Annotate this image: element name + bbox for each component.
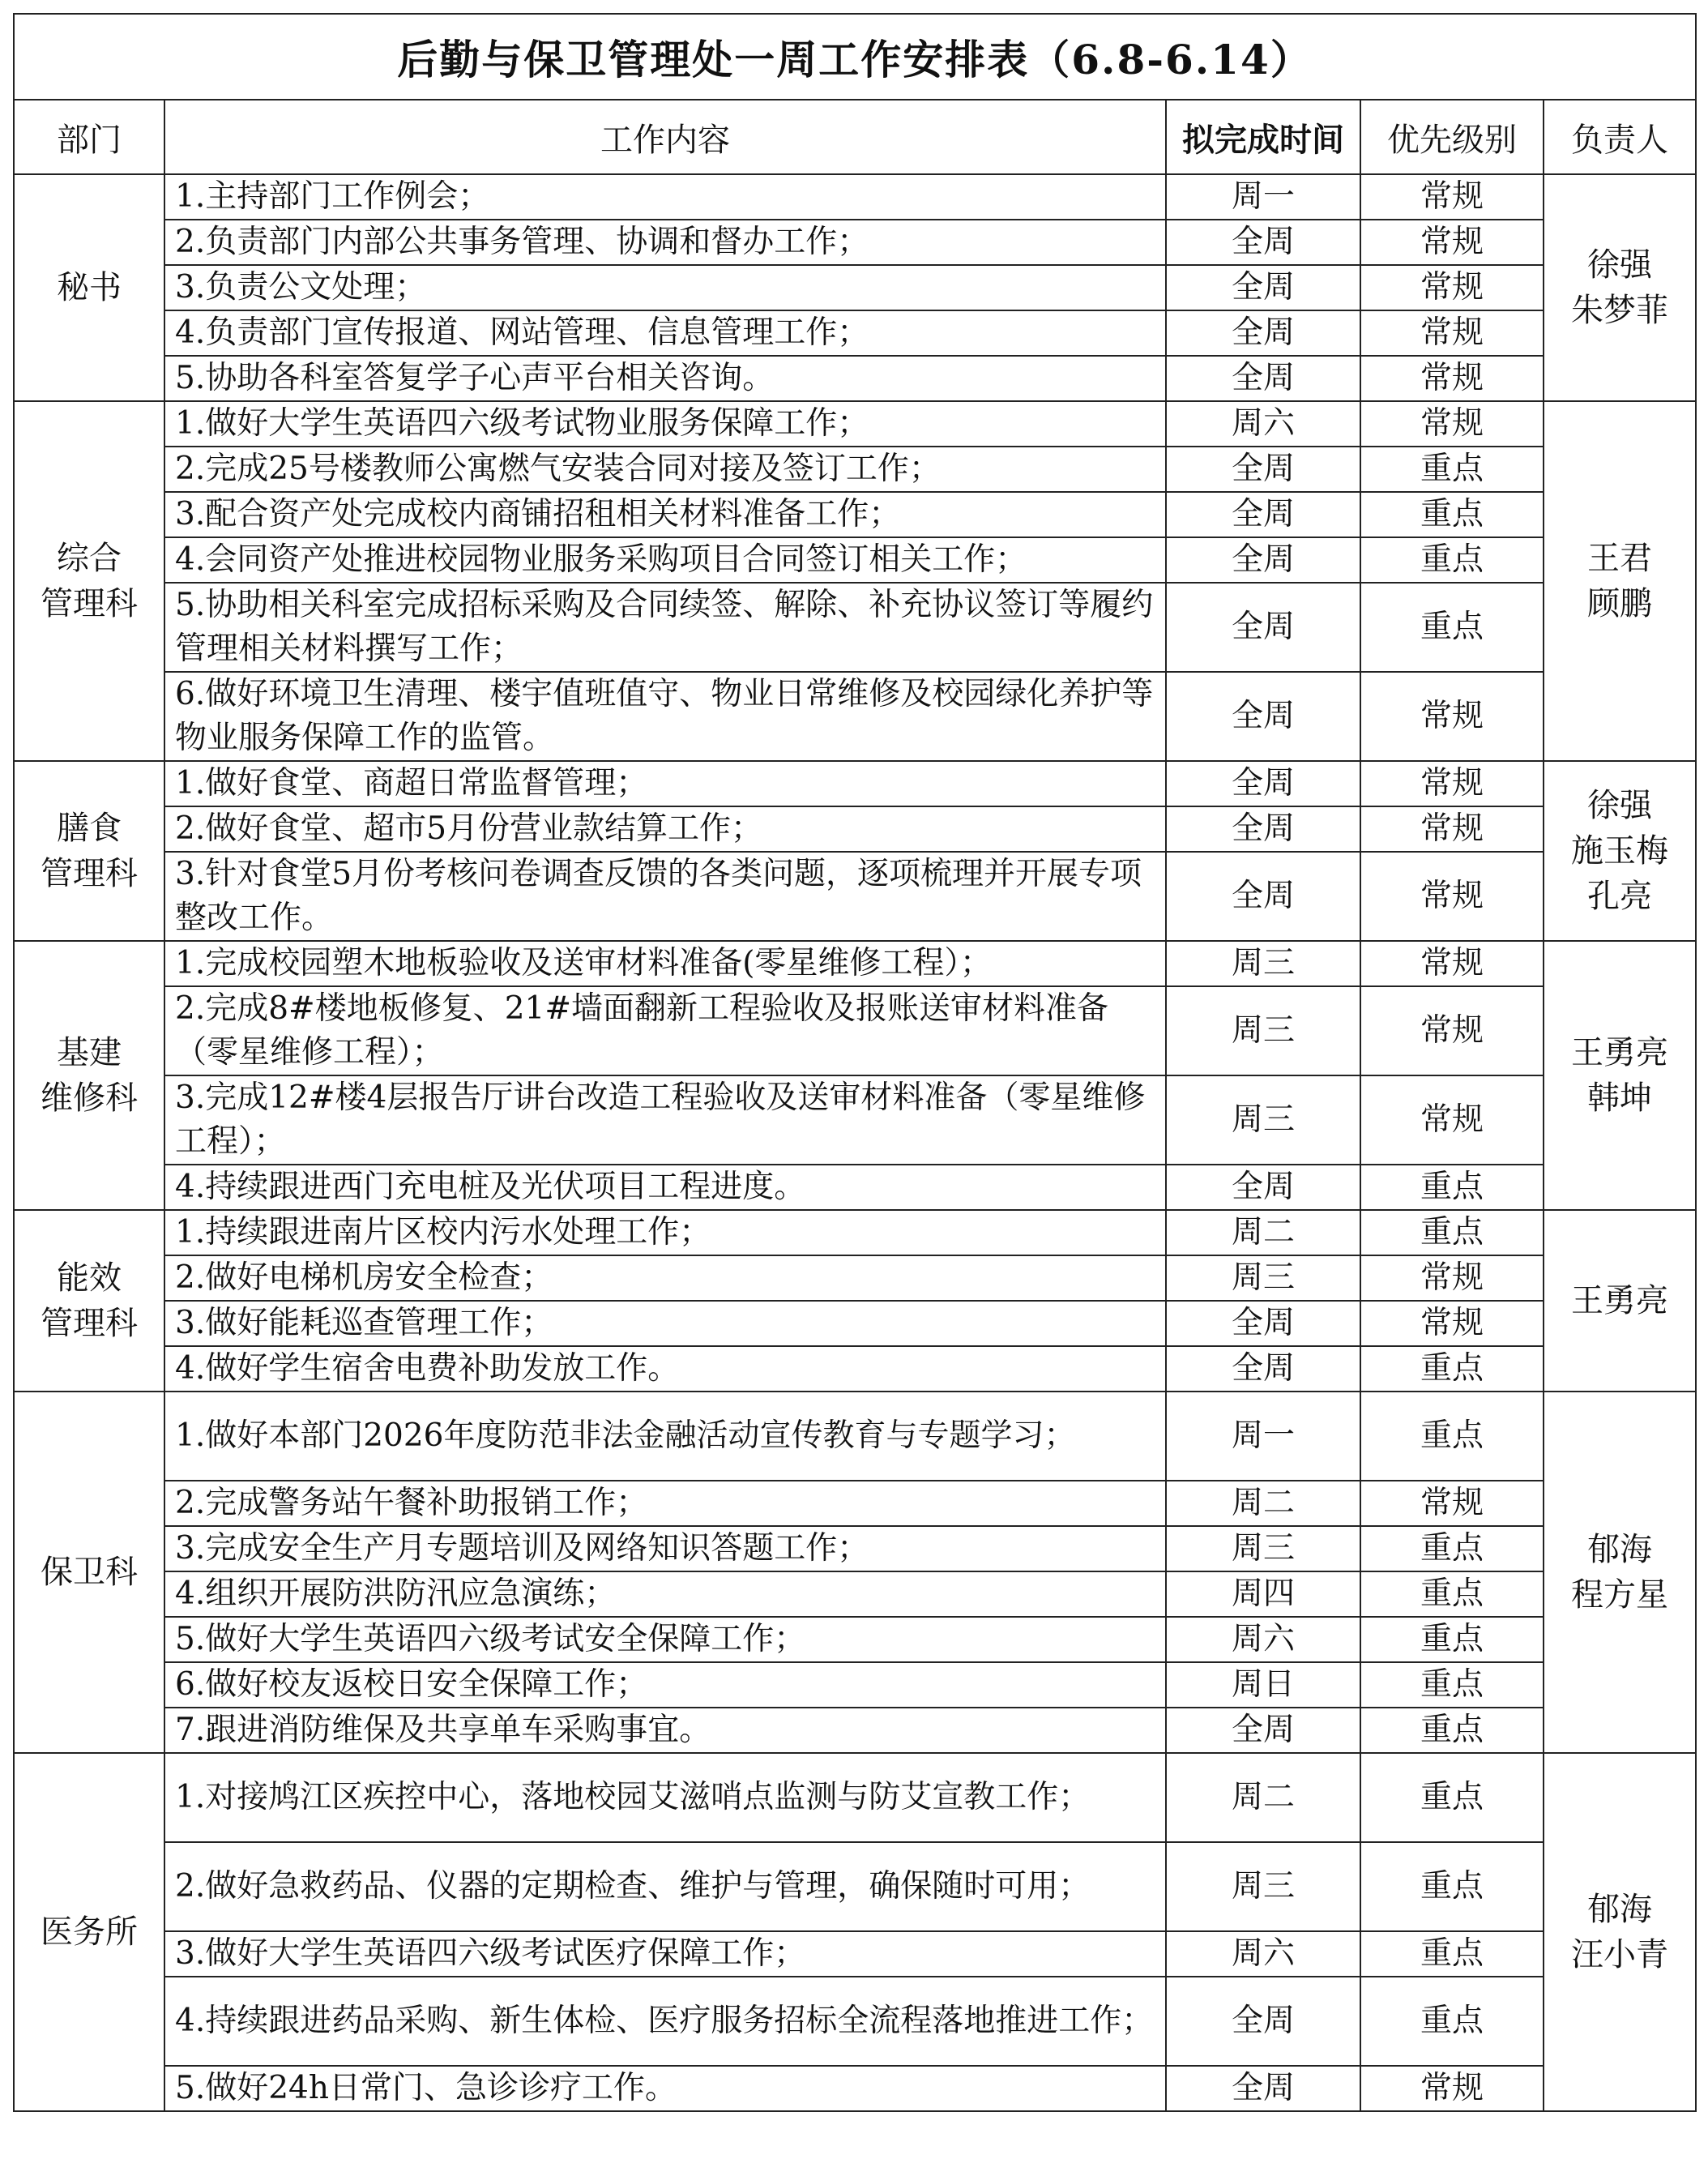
header-dept: 部门 — [14, 100, 164, 174]
task-cell: 2.完成8#楼地板修复、21#墙面翻新工程验收及报账送审材料准备（零星维修工程）； — [164, 986, 1166, 1075]
time-cell: 周三 — [1166, 1075, 1360, 1165]
time-cell: 全周 — [1166, 310, 1360, 356]
time-cell: 周二 — [1166, 1481, 1360, 1526]
task-cell: 5.做好24h日常门、急诊诊疗工作。 — [164, 2066, 1166, 2111]
time-cell: 周四 — [1166, 1571, 1360, 1617]
owner-name: 施玉梅 — [1571, 832, 1669, 870]
time-cell: 周六 — [1166, 401, 1360, 447]
task-cell: 5.做好大学生英语四六级考试安全保障工作； — [164, 1617, 1166, 1662]
time-cell: 全周 — [1166, 1708, 1360, 1753]
time-cell: 周一 — [1166, 1392, 1360, 1481]
time-cell: 全周 — [1166, 2066, 1360, 2111]
dept-cell — [14, 1392, 164, 1753]
owner-name: 程方星 — [1571, 1576, 1669, 1614]
time-cell: 全周 — [1166, 1346, 1360, 1392]
table-row — [14, 986, 1696, 1075]
dept-cell — [14, 174, 164, 401]
task-cell: 1.持续跟进南片区校内污水处理工作； — [164, 1210, 1166, 1255]
dept-name-line: 秘书 — [57, 269, 122, 306]
priority-cell: 常规 — [1360, 356, 1544, 401]
table-row — [14, 1301, 1696, 1346]
table-row — [14, 220, 1696, 265]
dept-name-line: 能效 — [57, 1259, 122, 1297]
owner-cell — [1544, 401, 1696, 761]
time-cell: 周三 — [1166, 1526, 1360, 1571]
task-cell: 2.负责部门内部公共事务管理、协调和督办工作； — [164, 220, 1166, 265]
time-cell: 全周 — [1166, 356, 1360, 401]
task-cell: 5.协助相关科室完成招标采购及合同续签、解除、补充协议签订等履约管理相关材料撰写工作； — [164, 583, 1166, 672]
priority-cell: 常规 — [1360, 852, 1544, 941]
table-row — [14, 174, 1696, 220]
priority-cell: 重点 — [1360, 537, 1544, 583]
task-cell: 3.完成12#楼4层报告厅讲台改造工程验收及送审材料准备（零星维修工程）； — [164, 1075, 1166, 1165]
priority-cell: 重点 — [1360, 447, 1544, 492]
time-cell: 全周 — [1166, 265, 1360, 310]
time-cell: 全周 — [1166, 537, 1360, 583]
priority-cell: 常规 — [1360, 310, 1544, 356]
owner-name: 王君 — [1587, 540, 1653, 577]
owner-name: 王勇亮 — [1571, 1034, 1669, 1071]
task-cell: 4.会同资产处推进校园物业服务采购项目合同签订相关工作； — [164, 537, 1166, 583]
table-row — [14, 401, 1696, 447]
time-cell: 周三 — [1166, 1842, 1360, 1931]
table-row — [14, 265, 1696, 310]
owner-cell — [1544, 761, 1696, 941]
task-cell: 6.做好环境卫生清理、楼宇值班值守、物业日常维修及校园绿化养护等物业服务保障工作的监管。 — [164, 672, 1166, 761]
priority-cell: 重点 — [1360, 1392, 1544, 1481]
table-row — [14, 537, 1696, 583]
time-cell: 周六 — [1166, 1617, 1360, 1662]
priority-cell: 常规 — [1360, 941, 1544, 986]
task-cell: 3.配合资产处完成校内商铺招租相关材料准备工作； — [164, 492, 1166, 537]
time-cell: 全周 — [1166, 220, 1360, 265]
priority-cell: 重点 — [1360, 1571, 1544, 1617]
priority-cell: 重点 — [1360, 1753, 1544, 1842]
priority-cell: 重点 — [1360, 1662, 1544, 1708]
time-cell: 全周 — [1166, 492, 1360, 537]
owner-name: 孔亮 — [1587, 878, 1653, 915]
table-row — [14, 356, 1696, 401]
time-cell: 全周 — [1166, 583, 1360, 672]
task-cell: 3.做好大学生英语四六级考试医疗保障工作； — [164, 1931, 1166, 1977]
dept-name-line: 管理科 — [41, 855, 138, 892]
priority-cell: 重点 — [1360, 1931, 1544, 1977]
time-cell: 全周 — [1166, 806, 1360, 852]
table-row — [14, 1526, 1696, 1571]
dept-name-line: 基建 — [57, 1034, 122, 1071]
task-cell: 5.协助各科室答复学子心声平台相关咨询。 — [164, 356, 1166, 401]
priority-cell: 常规 — [1360, 986, 1544, 1075]
owner-name: 郁海 — [1587, 1531, 1653, 1568]
table-row — [14, 1210, 1696, 1255]
priority-cell: 重点 — [1360, 1210, 1544, 1255]
time-cell: 周三 — [1166, 1255, 1360, 1301]
table-row — [14, 447, 1696, 492]
table-title: 后勤与保卫管理处一周工作安排表（6.8-6.14） — [14, 14, 1696, 100]
task-cell: 3.做好能耗巡查管理工作； — [164, 1301, 1166, 1346]
task-cell: 3.完成安全生产月专题培训及网络知识答题工作； — [164, 1526, 1166, 1571]
owner-name: 韩坤 — [1587, 1080, 1653, 1117]
priority-cell: 重点 — [1360, 1708, 1544, 1753]
priority-cell: 重点 — [1360, 1842, 1544, 1931]
owner-cell — [1544, 1210, 1696, 1392]
dept-cell — [14, 941, 164, 1210]
time-cell: 全周 — [1166, 1165, 1360, 1210]
table-row — [14, 941, 1696, 986]
table-row — [14, 806, 1696, 852]
table-row — [14, 1392, 1696, 1481]
dept-cell — [14, 1210, 164, 1392]
time-cell: 周一 — [1166, 174, 1360, 220]
owner-name: 朱梦菲 — [1571, 292, 1669, 329]
task-cell: 2.完成警务站午餐补助报销工作； — [164, 1481, 1166, 1526]
priority-cell: 重点 — [1360, 1526, 1544, 1571]
table-row — [14, 1977, 1696, 2066]
task-cell: 4.做好学生宿舍电费补助发放工作。 — [164, 1346, 1166, 1392]
dept-name-line: 维修科 — [41, 1080, 138, 1117]
owner-cell — [1544, 174, 1696, 401]
task-cell: 1.做好大学生英语四六级考试物业服务保障工作； — [164, 401, 1166, 447]
table-row — [14, 1075, 1696, 1165]
table-row — [14, 1662, 1696, 1708]
time-cell: 全周 — [1166, 852, 1360, 941]
dept-cell — [14, 1753, 164, 2111]
priority-cell: 重点 — [1360, 1346, 1544, 1392]
priority-cell: 常规 — [1360, 265, 1544, 310]
task-cell: 4.持续跟进药品采购、新生体检、医疗服务招标全流程落地推进工作； — [164, 1977, 1166, 2066]
header-time: 拟完成时间 — [1166, 100, 1360, 174]
table-row — [14, 1753, 1696, 1842]
task-cell: 2.做好食堂、超市5月份营业款结算工作； — [164, 806, 1166, 852]
priority-cell: 重点 — [1360, 1977, 1544, 2066]
time-cell: 周三 — [1166, 986, 1360, 1075]
owner-cell — [1544, 1753, 1696, 2111]
header-row — [14, 100, 1696, 174]
dept-name-line: 医务所 — [41, 1913, 138, 1951]
priority-cell: 常规 — [1360, 1481, 1544, 1526]
task-cell: 1.做好食堂、商超日常监督管理； — [164, 761, 1166, 806]
table-row — [14, 852, 1696, 941]
priority-cell: 常规 — [1360, 1075, 1544, 1165]
dept-name-line: 管理科 — [41, 1305, 138, 1342]
dept-cell — [14, 761, 164, 941]
table-row — [14, 1617, 1696, 1662]
time-cell: 周三 — [1166, 941, 1360, 986]
priority-cell: 重点 — [1360, 492, 1544, 537]
owner-name: 顾鹏 — [1587, 585, 1653, 622]
table-row — [14, 1931, 1696, 1977]
dept-cell — [14, 401, 164, 761]
table-row — [14, 761, 1696, 806]
task-cell: 1.对接鸠江区疾控中心，落地校园艾滋哨点监测与防艾宣教工作； — [164, 1753, 1166, 1842]
priority-cell: 常规 — [1360, 761, 1544, 806]
priority-cell: 常规 — [1360, 1255, 1544, 1301]
owner-name: 徐强 — [1587, 787, 1653, 824]
header-content: 工作内容 — [164, 100, 1166, 174]
table-row — [14, 2066, 1696, 2111]
task-cell: 2.做好电梯机房安全检查； — [164, 1255, 1166, 1301]
table-row — [14, 1842, 1696, 1931]
priority-cell: 重点 — [1360, 1165, 1544, 1210]
table-row — [14, 1481, 1696, 1526]
priority-cell: 常规 — [1360, 806, 1544, 852]
task-cell: 1.完成校园塑木地板验收及送审材料准备(零星维修工程）； — [164, 941, 1166, 986]
time-cell: 周日 — [1166, 1662, 1360, 1708]
task-cell: 2.做好急救药品、仪器的定期检查、维护与管理，确保随时可用； — [164, 1842, 1166, 1931]
task-cell: 4.组织开展防洪防汛应急演练； — [164, 1571, 1166, 1617]
header-owner: 负责人 — [1544, 100, 1696, 174]
time-cell: 周二 — [1166, 1753, 1360, 1842]
priority-cell: 常规 — [1360, 1301, 1544, 1346]
task-cell: 7.跟进消防维保及共享单车采购事宜。 — [164, 1708, 1166, 1753]
time-cell: 周六 — [1166, 1931, 1360, 1977]
priority-cell: 常规 — [1360, 401, 1544, 447]
table-row — [14, 1346, 1696, 1392]
task-cell: 3.负责公文处理； — [164, 265, 1166, 310]
task-cell: 6.做好校友返校日安全保障工作； — [164, 1662, 1166, 1708]
table-row — [14, 492, 1696, 537]
table-row — [14, 1255, 1696, 1301]
table-row — [14, 1571, 1696, 1617]
dept-name-line: 管理科 — [41, 585, 138, 622]
task-cell: 4.持续跟进西门充电桩及光伏项目工程进度。 — [164, 1165, 1166, 1210]
priority-cell: 常规 — [1360, 672, 1544, 761]
dept-name-line: 综合 — [57, 540, 122, 577]
table-body — [14, 174, 1696, 2111]
priority-cell: 常规 — [1360, 174, 1544, 220]
owner-name: 徐强 — [1587, 246, 1653, 284]
header-priority: 优先级别 — [1360, 100, 1544, 174]
priority-cell: 重点 — [1360, 583, 1544, 672]
table-row — [14, 1165, 1696, 1210]
dept-name-line: 保卫科 — [41, 1554, 138, 1591]
task-cell: 4.负责部门宣传报道、网站管理、信息管理工作； — [164, 310, 1166, 356]
owner-name: 汪小青 — [1571, 1936, 1669, 1973]
time-cell: 全周 — [1166, 1977, 1360, 2066]
task-cell: 1.主持部门工作例会； — [164, 174, 1166, 220]
table-row — [14, 1708, 1696, 1753]
task-cell: 1.做好本部门2026年度防范非法金融活动宣传教育与专题学习； — [164, 1392, 1166, 1481]
table-row — [14, 310, 1696, 356]
table-row — [14, 583, 1696, 672]
time-cell: 全周 — [1166, 761, 1360, 806]
task-cell: 2.完成25号楼教师公寓燃气安装合同对接及签订工作； — [164, 447, 1166, 492]
schedule-sheet — [13, 13, 1695, 2112]
task-cell: 3.针对食堂5月份考核问卷调查反馈的各类问题，逐项梳理并开展专项整改工作。 — [164, 852, 1166, 941]
dept-name-line: 膳食 — [57, 810, 122, 847]
priority-cell: 常规 — [1360, 2066, 1544, 2111]
priority-cell: 常规 — [1360, 220, 1544, 265]
schedule-table — [13, 13, 1697, 2112]
owner-name: 王勇亮 — [1571, 1282, 1669, 1319]
time-cell: 全周 — [1166, 447, 1360, 492]
time-cell: 全周 — [1166, 672, 1360, 761]
priority-cell: 重点 — [1360, 1617, 1544, 1662]
owner-cell — [1544, 1392, 1696, 1753]
owner-cell — [1544, 941, 1696, 1210]
table-row — [14, 672, 1696, 761]
time-cell: 全周 — [1166, 1301, 1360, 1346]
owner-name: 郁海 — [1587, 1891, 1653, 1928]
time-cell: 周二 — [1166, 1210, 1360, 1255]
